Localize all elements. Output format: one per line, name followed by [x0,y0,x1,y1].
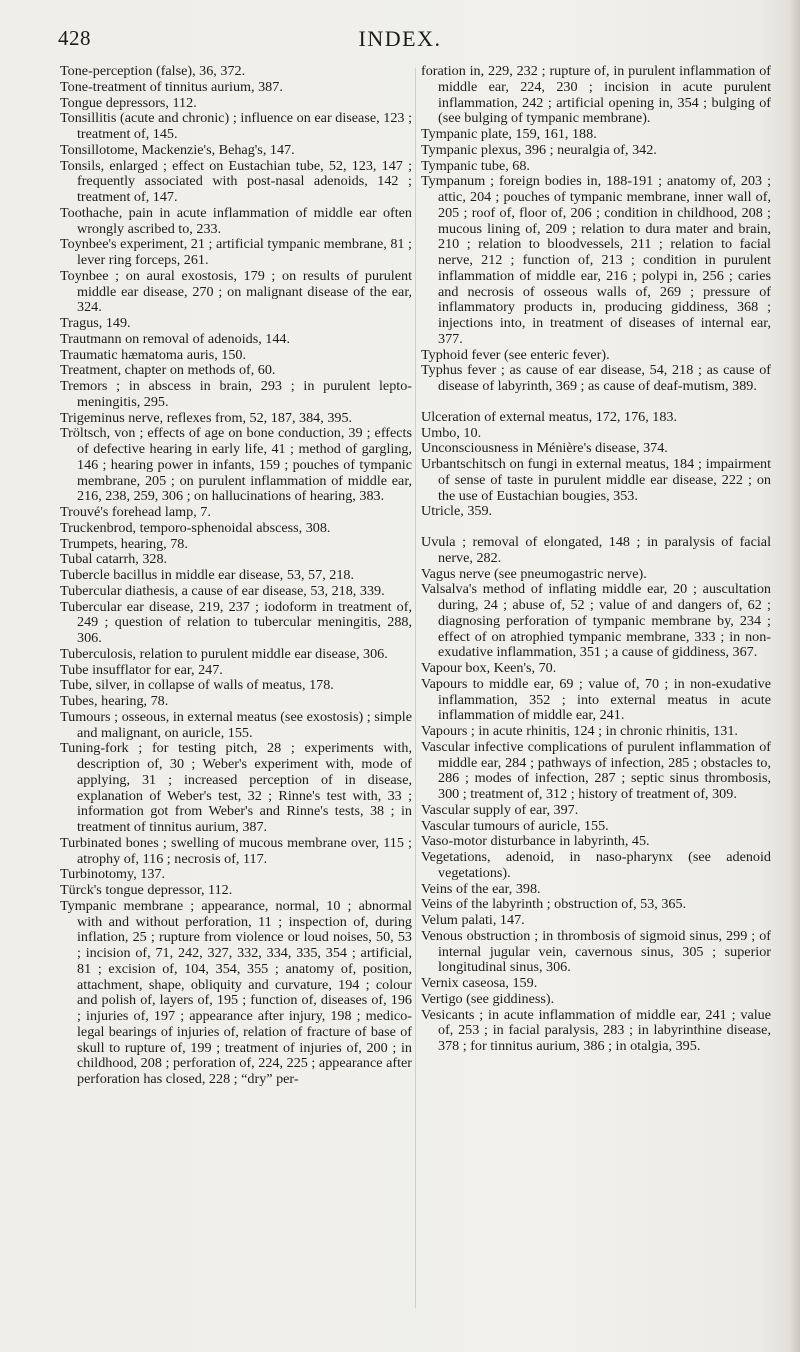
index-entry: Tumours ; osseous, in external meatus (see exostosis) ; simple and malignant, on auricle, 155. [60,708,412,741]
index-entry: Turbinotomy, 137. [60,866,166,883]
index-entry: Vegetations, adenoid, in naso-pharynx (see adenoid vegetations). [421,849,771,881]
index-entry: Tympanic tube, 68. [421,157,530,174]
index-entry: Tonsillitis (acute and chronic) ; influence on ear disease, 123 ; treatment of, 145. [60,110,412,142]
index-entry: Tube, silver, in collapse of walls of meatus, 178. [60,677,334,694]
index-entry: Tone-treatment of tinnitus aurium, 387. [60,78,283,95]
index-entry: Vapours ; in acute rhinitis, 124 ; in chronic rhinitis, 131. [421,723,738,739]
running-head: INDEX. [358,26,442,51]
index-entry: Vapours to middle ear, 69 ; value of, 70 ; in non-exudative inflammation, 352 ; into external meatus in acute inflammation of middle ear, 241. [421,675,771,724]
index-entry: Vapour box, Keen's, 70. [421,660,557,676]
index-entry: Truckenbrod, temporo-sphenoidal abscess, 308. [60,519,331,536]
index-entry: Vertigo (see giddiness). [421,990,555,1007]
index-entry: Veins of the labyrinth ; obstruction of, 53, 365. [421,896,687,913]
index-entry: Velum palati, 147. [421,912,525,928]
index-entry: foration in, 229, 232 ; rupture of, in purulent inflammation of middle ear, 224, 230 ; incision in acute purulent inflammation, 242 ; artificial opening in, 354 ; bulging of (see bulging of tympanic membrane). [421,63,771,127]
index-entry: Vernix caseosa, 159. [421,975,538,991]
index-entry: Tonsils, enlarged ; effect on Eustachian tube, 52, 123, 147 ; frequently associated with post-nasal adenoids, 142 ; treatment of, 147. [60,157,412,205]
index-entry: Tympanum ; foreign bodies in, 188-191 ; anatomy of, 203 ; attic, 204 ; pouches of tympanic membrane, inner wall of, 205 ; roof of, floor of, 206 ; condition in childhood, 208 ; mucous lining of, 209 ; relation to dura mater and brain, 210 ; relation to bloodvessels, 211 ; relation to facial nerve, 212 ; function of, 213 ; condition in purulent inflammation of middle ear, 216 ; polypi in, 256 ; caries and necrosis of osseous walls of, 269 ; pressure of inflammatory products in, producing giddiness, 368 ; injections into, in treatment of diseases of internal ear, 377. [421,173,771,347]
index-column-right [421,64,771,1055]
index-entry: Trouvé's forehead lamp, 7. [60,504,211,520]
index-entry: Typhoid fever (see enteric fever). [421,346,610,363]
index-entry: Vascular tumours of auricle, 155. [421,817,609,834]
index-entry: Traumatic hæmatoma auris, 150. [60,346,247,363]
index-entry: Vesicants ; in acute inflammation of middle ear, 241 ; value of, 253 ; in facial paralysis, 283 ; in labyrinthine disease, 378 ; for tinnitus aurium, 386 ; in otalgia, 395. [421,1006,771,1054]
index-entry: Ulceration of external meatus, 172, 176, 183. [421,408,678,425]
page-header [0,26,800,56]
index-entry: Toynbee's experiment, 21 ; artificial tympanic membrane, 81 ; lever ring forceps, 261. [60,236,412,268]
index-entry: Trautmann on removal of adenoids, 144. [60,330,291,347]
index-entry: Tubercular ear disease, 219, 237 ; iodoform in treatment of, 249 ; question of relation to tubercular meningitis, 288, 306. [60,598,412,646]
index-entry: Toynbee ; on aural exostosis, 179 ; on results of purulent middle ear disease, 270 ; on malignant disease of the ear, 324. [60,267,412,316]
page-number: 428 [58,26,91,50]
index-entry: Toothache, pain in acute inflammation of middle ear often wrongly ascribed to, 233. [60,204,412,237]
index-entry: Tympanic plexus, 396 ; neuralgia of, 342. [421,141,657,158]
index-entry: Trumpets, hearing, 78. [60,535,188,552]
index-entry: Veins of the ear, 398. [421,880,541,897]
index-entry: Tremors ; in abscess in brain, 293 ; in purulent lepto-meningitis, 295. [60,378,412,410]
index-entry: Tuning-fork ; for testing pitch, 28 ; experiments with, description of, 30 ; Weber's experiment with, mode of applying, 31 ; increased perception of in disease, explanation of Weber's test, 32 ; Rinne's test with, 33 ; information got from Weber's and Rinne's tests, 38 ; in treatment of tinnitus aurium, 387. [60,740,412,835]
index-entry: Vagus nerve (see pneumogastric nerve). [421,565,647,582]
index-entry: Treatment, chapter on methods of, 60. [60,362,276,379]
index-entry: Tuberculosis, relation to purulent middle ear disease, 306. [60,645,388,662]
index-entry: Valsalva's method of inflating middle ear, 20 ; auscultation during, 24 ; abuse of, 52 ; value of and dangers of, 62 ; diagnosing perforation of tympanic membrane by, 234 ; effect of on atrophied tympanic membrane, 333 ; in non-exudative inflammation, 351 ; a cause of giddiness, 367. [421,581,771,661]
index-entry: Tube insufflator for ear, 247. [60,661,223,678]
index-entry: Vascular infective complications of purulent inflammation of middle ear, 284 ; pathways of infection, 285 ; obstacles to, 286 ; modes of infection, 287 ; septic sinus thrombosis, 300 ; treatment of, 312 ; history of treatment of, 309. [421,738,771,802]
index-entry: Turbinated bones ; swelling of mucous membrane over, 115 ; atrophy of, 116 ; necrosis of, 117. [60,834,412,867]
index-entry: Tympanic membrane ; appearance, normal, 10 ; abnormal with and without perforation, 11 ; inspection of, during inflation, 25 ; rupture from violence or loud noises, 50, 53 ; incision of, 71, 242, 327, 332, 334, 335, 354 ; artificial, 81 ; excision of, 104, 354, 355 ; anatomy of, position, attachment, shape, obliquity and curvature, 194 ; colour and polish of, layers of, 195 ; function of, diseases of, 196 ; injuries of, 197 ; appearance after injury, 198 ; medico-legal bearings of injuries of, relation of fracture of base of skull to rupture of, 199 ; treatment of injuries of, 200 ; in childhood, 208 ; perforation of, 224, 225 ; appearance after perforation has closed, 228 ; “dry” per- [60,897,412,1087]
index-entry: Tubal catarrh, 328. [60,551,168,568]
index-entry: Tröltsch, von ; effects of age on bone conduction, 39 ; effects of defective hearing in early life, 41 ; method of gargling, 146 ; hearing power in infants, 159 ; pouches of tympanic membrane, 205 ; on purulent inflammation of middle ear, 216, 238, 259, 306 ; on hallucinations of hearing, 383. [60,425,412,505]
index-entry: Vaso-motor disturbance in labyrinth, 45. [421,833,650,850]
index-entry: Trigeminus nerve, reflexes from, 52, 187, 384, 395. [60,409,353,426]
index-column-left [60,64,412,1088]
index-entry: Tragus, 149. [60,315,131,331]
index-entry: Vascular supply of ear, 397. [421,801,579,818]
index-entry: Tubes, hearing, 78. [60,693,169,709]
index-entry: Venous obstruction ; in thrombosis of sigmoid sinus, 299 ; of internal jugular vein, cavernous sinus, 305 ; superior longitudinal sinus, 306. [421,927,771,976]
index-entry: Umbo, 10. [421,424,482,441]
index-entry: Tubercle bacillus in middle ear disease, 53, 57, 218. [60,567,355,583]
index-entry: Tubercular diathesis, a cause of ear disease, 53, 218, 339. [60,582,385,599]
index-entry: Tongue depressors, 112. [60,94,197,111]
column-divider [415,68,416,1308]
index-entry: Unconsciousness in Ménière's disease, 374. [421,440,668,457]
index-entry: Türck's tongue depressor, 112. [60,882,233,898]
index-entry: Tone-perception (false), 36, 372. [60,63,246,79]
index-entry: Typhus fever ; as cause of ear disease, 54, 218 ; as cause of disease of labyrinth, 369 ; as cause of deaf-mutism, 389. [421,362,771,394]
index-entry: Utricle, 359. [421,503,493,520]
index-entry: Urbantschitsch on fungi in external meatus, 184 ; impairment of sense of taste in purulent middle ear disease, 222 ; on the use of Eustachian bougies, 353. [421,456,771,504]
index-entry: Uvula ; removal of elongated, 148 ; in paralysis of facial nerve, 282. [421,534,771,566]
index-entry: Tympanic plate, 159, 161, 188. [421,126,597,142]
index-entry: Tonsillotome, Mackenzie's, Behag's, 147. [60,141,295,158]
page-edge-shadow [790,0,800,1352]
